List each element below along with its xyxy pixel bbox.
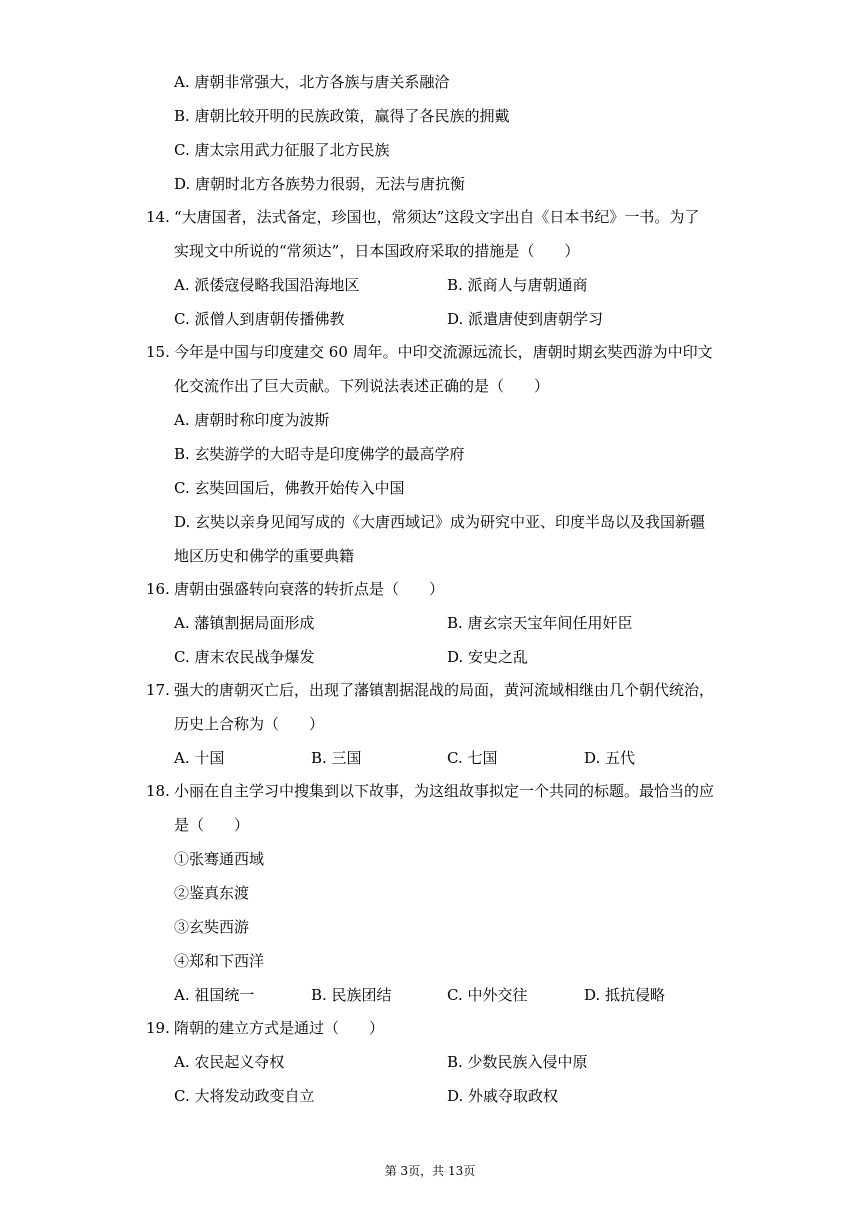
q15-option-b: B. 玄奘游学的大昭寺是印度佛学的最高学府 (174, 445, 465, 463)
q16-option-b: B. 唐玄宗天宝年间任用奸臣 (447, 614, 633, 632)
q16-option-a: A. 藩镇割据局面形成 (174, 614, 315, 632)
q18-number: 18. (146, 782, 170, 800)
q17-stem-line1: 强大的唐朝灭亡后，出现了藩镇割据混战的局面，黄河流域相继由几个朝代统治， (174, 681, 715, 699)
q17-number: 17. (146, 681, 170, 699)
q14-number: 14. (146, 208, 170, 226)
q15-option-d-line2: 地区历史和佛学的重要典籍 (174, 547, 355, 565)
q16-number: 16. (146, 580, 170, 598)
q18-item-4: ④郑和下西洋 (174, 952, 265, 970)
q13-option-a: A. 唐朝非常强大，北方各族与唐关系融洽 (174, 73, 450, 91)
q19-option-c: C. 大将发动政变自立 (174, 1087, 315, 1105)
q18-item-3: ③玄奘西游 (174, 918, 250, 936)
q17-option-c: C. 七国 (447, 749, 498, 767)
q15-stem-line2: 化交流作出了巨大贡献。下列说法表述正确的是（ ） (174, 377, 550, 395)
q19-number: 19. (146, 1019, 170, 1037)
q13-option-c: C. 唐太宗用武力征服了北方民族 (174, 141, 390, 159)
q14-option-d: D. 派遣唐使到唐朝学习 (447, 310, 604, 328)
q17-stem-line2: 历史上合称为（ ） (174, 715, 325, 733)
q15-option-a: A. 唐朝时称印度为波斯 (174, 411, 330, 429)
q15-stem-line1: 今年是中国与印度建交 60 周年。中印交流源远流长，唐朝时期玄奘西游为中印文 (174, 343, 713, 361)
q15-option-c: C. 玄奘回国后，佛教开始传入中国 (174, 479, 405, 497)
q16-option-d: D. 安史之乱 (447, 648, 529, 666)
q14-stem-line2: 实现文中所说的“常须达”，日本国政府采取的措施是（ ） (174, 242, 580, 260)
q15-number: 15. (146, 343, 170, 361)
page-footer: 第 3页，共 13页 (384, 1164, 476, 1178)
q19-option-b: B. 少数民族入侵中原 (447, 1053, 588, 1071)
q14-stem-line1: “大唐国者，法式备定，珍国也，常须达”这段文字出自《日本书纪》一书。为了 (174, 208, 700, 226)
q19-option-d: D. 外戚夺取政权 (447, 1087, 559, 1105)
q15-option-d-line1: D. 玄奘以亲身见闻写成的《大唐西域记》成为研究中亚、印度半岛以及我国新疆 (174, 513, 706, 531)
q14-option-a: A. 派倭寇侵略我国沿海地区 (174, 276, 360, 294)
q18-item-1: ①张骞通西域 (174, 850, 265, 868)
q17-option-b: B. 三国 (311, 749, 362, 767)
q18-stem-line2: 是（ ） (174, 816, 250, 834)
q17-option-a: A. 十国 (174, 749, 225, 767)
q13-option-b: B. 唐朝比较开明的民族政策，赢得了各民族的拥戴 (174, 107, 510, 125)
q18-stem-line1: 小丽在自主学习中搜集到以下故事，为这组故事拟定一个共同的标题。最恰当的应 (174, 782, 715, 800)
q14-option-c: C. 派僧人到唐朝传播佛教 (174, 310, 345, 328)
q18-option-b: B. 民族团结 (311, 986, 392, 1004)
q18-option-c: C. 中外交往 (447, 986, 528, 1004)
q19-stem: 隋朝的建立方式是通过（ ） (174, 1019, 385, 1037)
q16-option-c: C. 唐末农民战争爆发 (174, 648, 315, 666)
q14-option-b: B. 派商人与唐朝通商 (447, 276, 588, 294)
q13-option-d: D. 唐朝时北方各族势力很弱，无法与唐抗衡 (174, 175, 466, 193)
q18-option-d: D. 抵抗侵略 (584, 986, 666, 1004)
q19-option-a: A. 农民起义夺权 (174, 1053, 285, 1071)
q18-option-a: A. 祖国统一 (174, 986, 255, 1004)
q16-stem: 唐朝由强盛转向衰落的转折点是（ ） (174, 580, 445, 598)
q18-item-2: ②鉴真东渡 (174, 884, 250, 902)
q17-option-d: D. 五代 (584, 749, 636, 767)
